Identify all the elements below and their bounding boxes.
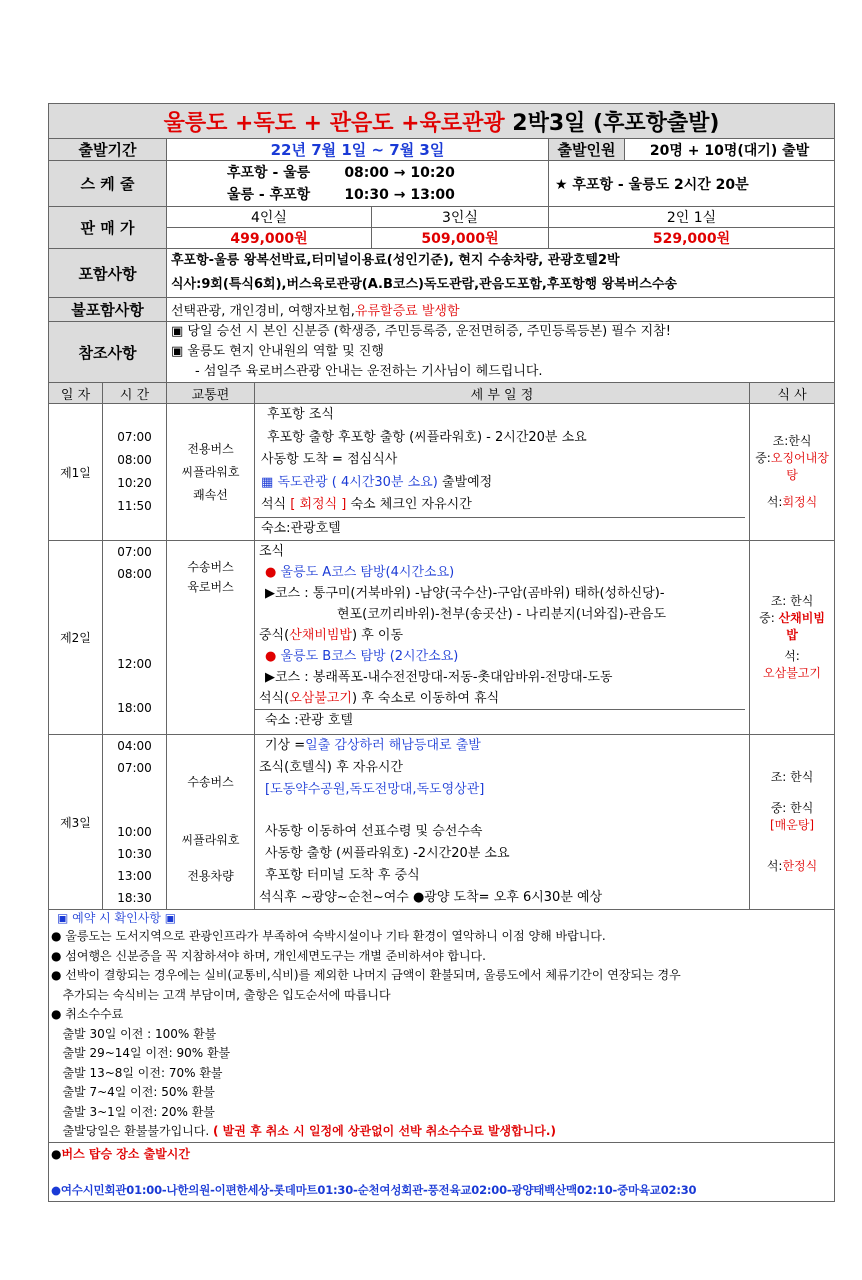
reference-label: 참조사항 xyxy=(49,322,167,383)
room-quad-label: 4인실 xyxy=(167,207,372,228)
lunch-prefix: 중: xyxy=(755,451,771,465)
booking-notes xyxy=(49,910,835,1143)
day3-details xyxy=(255,735,750,910)
day2-transport xyxy=(167,541,255,735)
day3-transport-2: 씨플라워호 xyxy=(181,833,240,847)
route-outbound: 후포항 - 울릉 xyxy=(227,164,311,181)
lunch-tail: ) 후 이동 xyxy=(352,628,404,643)
day1-line-5 xyxy=(261,494,745,517)
voyage-duration-note: ★ 후포항 - 울릉도 2시간 20분 xyxy=(549,161,835,207)
wakeup-text: 기상 = xyxy=(265,738,306,753)
day1-time-4: 11:50 xyxy=(117,499,152,513)
day2-lodging: 숙소 :관광 호텔 xyxy=(255,709,745,731)
included-label: 포함사항 xyxy=(49,249,167,298)
dokdo-departure-text: 출발예정 xyxy=(441,474,493,490)
day1-times xyxy=(103,404,167,541)
ferry-schedule xyxy=(167,161,549,207)
room-quad-price: 499,000원 xyxy=(167,228,372,249)
note-item: 추가되는 숙식비는 고객 부담이며, 출항은 입도순서에 따릅니다 xyxy=(51,987,391,1002)
day2-line-6 xyxy=(259,646,745,667)
bus-title: 버스 탑승 장소 출발시간 xyxy=(61,1146,190,1161)
day2-dinner-meal: 오삼불고기 xyxy=(763,666,821,680)
day1-line-4 xyxy=(261,472,745,495)
day2-details xyxy=(255,541,750,735)
day3-line-3: [도동약수공원,독도전망대,독도영상관] xyxy=(265,782,485,797)
page-title xyxy=(49,104,835,139)
day2-dinner-menu: 오삼불고기 xyxy=(289,691,352,706)
dinner-label: 석식 xyxy=(261,497,287,512)
note-item: ● 선박이 결항되는 경우에는 실비(교통비,식비)를 제외한 나머지 금액이 환불되며, 울릉도에서 체류기간이 연장되는 경우 xyxy=(51,968,681,982)
day3-time-2: 07:00 xyxy=(117,761,152,775)
day3-line-7: 석식후 ~광양~순천~여수 ●광양 도착= 오후 6시30분 예상 xyxy=(259,890,603,905)
bus-route: ●여수시민회관01:00-나한의원-이편한세상-롯데마트01:30-순천여성회관-풍전육교02:00-광양태백산맥02:10-중마육교02:30 xyxy=(51,1182,697,1197)
day3-time-5: 13:00 xyxy=(117,869,152,883)
day3-times xyxy=(103,735,167,910)
day3-lunch: 중: 한식 xyxy=(770,801,814,815)
day2-meals xyxy=(750,541,835,735)
day1-transport-3: 쾌속선 xyxy=(193,487,228,502)
day1-transport xyxy=(167,404,255,541)
day3-meals xyxy=(750,735,835,910)
room-triple-label: 3인실 xyxy=(372,207,549,228)
day2-transport-1: 수송버스 xyxy=(187,560,234,574)
day1-line-2: 후포항 출항 후포항 출항 (씨플라워호) - 2시간20분 소요 xyxy=(267,429,587,445)
bullet-icon: ● xyxy=(51,1146,62,1161)
day2-times xyxy=(103,541,167,735)
included-line-1: 후포항-울릉 왕복선박료,터미널이용료(성인기준), 현지 수송차량, 관광호텔2박 xyxy=(171,253,620,268)
note-item: 출발 30일 이전 : 100% 환불 xyxy=(51,1026,217,1041)
room-double-label: 2인 1실 xyxy=(549,207,835,228)
day2-dinner-head: 석: xyxy=(784,649,800,663)
red-dot-icon: ● xyxy=(265,649,277,664)
dinner-prefix: 석: xyxy=(766,859,783,873)
day2-line-3: ▶코스 : 통구미(거북바위) -남양(국수산)-구암(곰바위) 태하(성하신당)- xyxy=(265,586,665,601)
note-item: 출발 3~1일 이전: 20% 환불 xyxy=(51,1104,215,1119)
excluded-text: 선택관광, 개인경비, 여행자보험, xyxy=(171,304,355,319)
day2-line-2 xyxy=(259,562,745,583)
course-b-title: 울릉도 B코스 탐방 (2시간소요) xyxy=(280,649,459,664)
day2-transport-2: 육로버스 xyxy=(187,580,234,594)
day3-time-3: 10:00 xyxy=(117,825,152,839)
departure-label: 출발기간 xyxy=(49,139,167,161)
day3-line-5: 사동항 출항 (씨플라워호) -2시간20분 소요 xyxy=(265,846,510,861)
dinner-head: 석식( xyxy=(259,691,290,706)
day2-line-8 xyxy=(259,688,745,709)
lunch-head: 중식( xyxy=(259,628,290,643)
reference-line-2: ▣ 울릉도 현지 안내원의 역할 및 진행 xyxy=(171,344,384,359)
day1-lunch-menu: 오징어내장탕 xyxy=(770,451,829,482)
day2-time-3: 12:00 xyxy=(117,657,152,671)
no-refund-text: 출발당일은 환불불가입니다. xyxy=(51,1124,210,1138)
note-item: 출발 13~8일 이전: 70% 환불 xyxy=(51,1065,223,1080)
price-label: 판 매 가 xyxy=(49,207,167,249)
itinerary-document xyxy=(48,103,834,1202)
course-a-title: 울릉도 A코스 탐방(4시간소요) xyxy=(280,565,455,580)
day3-breakfast: 조: 한식 xyxy=(770,770,814,784)
day1-dinner-meal: 회정식 xyxy=(782,495,818,509)
day1-lodging: 숙소:관광호텔 xyxy=(255,517,745,541)
day3-dinner-meal: 한정식 xyxy=(782,859,818,873)
day2-line-4: 현포(코끼리바위)-천부(송곳산) - 나리분지(너와집)-관음도 xyxy=(337,607,667,622)
schedule-label: 스 케 줄 xyxy=(49,161,167,207)
day1-dinner-menu: [ 회정식 ] xyxy=(290,497,347,512)
note-item: ● 섬여행은 신분증을 꼭 지참하셔야 하며, 개인세면도구는 개별 준비하셔야 합니다. xyxy=(51,948,486,963)
bus-info xyxy=(49,1142,835,1201)
day3-transport-1: 수송버스 xyxy=(187,775,234,789)
day1-meals xyxy=(750,404,835,541)
day2-line-5 xyxy=(259,625,745,646)
day2-time-2: 08:00 xyxy=(117,567,152,581)
included-items xyxy=(167,249,835,298)
day1-transport-2: 씨플라워호 xyxy=(181,464,240,479)
bus-title-line xyxy=(51,1143,832,1165)
day3-line-1 xyxy=(259,735,745,757)
col-meal-header: 식 사 xyxy=(750,383,835,404)
day3-dinner xyxy=(754,858,830,875)
day2-lunch-meal: 산채비빔밥 xyxy=(778,611,825,642)
route-return: 울릉 - 후포항 xyxy=(227,186,311,203)
ferry-fee-warning: ( 발권 후 취소 시 일정에 상관없이 선박 취소수수료 발생합니다.) xyxy=(213,1124,556,1138)
title-destinations: 울릉도 +독도 + 관음도 +육로관광 xyxy=(163,110,505,136)
dinner-tail: ) 후 숙소로 이동하여 휴식 xyxy=(352,691,500,706)
dokdo-tour-text: 독도관광 ( 4시간30분 소요) xyxy=(277,474,438,490)
day3-time-4: 10:30 xyxy=(117,847,152,861)
title-duration: 2박3일 (후포항출발) xyxy=(512,110,720,136)
day1-label: 제1일 xyxy=(49,404,103,541)
notes-header: ▣ 예약 시 확인사항 ▣ xyxy=(57,911,177,925)
day3-time-6: 18:30 xyxy=(117,891,152,905)
departure-period: 22년 7월 1일 ~ 7월 3일 xyxy=(167,139,549,161)
col-time-header: 시 간 xyxy=(103,383,167,404)
room-double-price: 529,000원 xyxy=(549,228,835,249)
checkin-text: 숙소 체크인 자유시간 xyxy=(350,497,472,512)
day1-time-3: 10:20 xyxy=(117,476,152,490)
note-item-last xyxy=(51,1122,832,1142)
people-count: 20명 + 10명(대기) 출발 xyxy=(625,139,835,161)
day2-breakfast: 조: 한식 xyxy=(770,594,814,608)
reference-line-3: - 섬일주 육로버스관광 안내는 운전하는 기사님이 헤드립니다. xyxy=(195,364,543,379)
excluded-label: 불포함사항 xyxy=(49,298,167,322)
day2-lunch-menu: 산채비빔밥 xyxy=(289,628,352,643)
day2-lunch xyxy=(754,610,830,644)
sunrise-text: 일출 감상하러 해남등대로 출발 xyxy=(305,738,481,753)
note-item: ● 울릉도는 도서지역으로 관광인프라가 부족하여 숙박시설이나 기타 환경이 열악하니 이점 양해 바랍니다. xyxy=(51,929,606,943)
day2-line-7: ▶코스 : 봉래폭포-내수전전망대-저동-촛대암바위-전망대-도동 xyxy=(265,670,613,685)
day3-transport-3: 전용차량 xyxy=(187,869,234,883)
col-detail-header: 세 부 일 정 xyxy=(255,383,750,404)
day1-line-3: 사동항 도착 = 점심식사 xyxy=(261,452,398,467)
room-triple-price: 509,000원 xyxy=(372,228,549,249)
itinerary-table xyxy=(48,103,835,1202)
time-outbound: 08:00 → 10:20 xyxy=(344,164,455,181)
day3-lunch-menu: [매운탕] xyxy=(769,818,815,832)
day1-time-1: 07:00 xyxy=(117,430,152,444)
day2-time-1: 07:00 xyxy=(117,545,152,559)
day1-breakfast: 조:한식 xyxy=(772,434,812,448)
day1-lunch xyxy=(754,450,830,484)
day3-line-6: 후포항 터미널 도착 후 중식 xyxy=(265,868,420,883)
day2-line-1: 조식 xyxy=(259,544,285,559)
day3-line-2: 조식(호텔식) 후 자유시간 xyxy=(259,760,403,775)
note-item: ● 취소수수료 xyxy=(51,1007,124,1021)
reference-line-1: ▣ 당일 승선 시 본인 신분증 (학생증, 주민등록증, 운전면허증, 주민등록등본) 필수 지참! xyxy=(171,324,671,339)
day1-time-2: 08:00 xyxy=(117,453,152,467)
note-item: 출발 29~14일 이전: 90% 환불 xyxy=(51,1046,231,1060)
excluded-items xyxy=(167,298,835,322)
note-item: 출발 7~4일 이전: 50% 환불 xyxy=(51,1085,215,1099)
people-label: 출발인원 xyxy=(549,139,625,161)
day1-transport-1: 전용버스 xyxy=(187,441,234,456)
day3-line-4: 사동항 이동하여 선표수령 및 승선수속 xyxy=(265,824,483,839)
lunch-prefix: 중: xyxy=(759,611,779,625)
grid-icon: ▦ xyxy=(261,474,274,490)
day3-transport xyxy=(167,735,255,910)
dinner-prefix: 석: xyxy=(766,495,783,509)
day2-time-4: 18:00 xyxy=(117,701,152,715)
included-line-2: 식사:9회(특식6회),버스육로관광(A.B코스)독도관람,관음도포함,후포항행 왕복버스수송 xyxy=(171,277,677,292)
col-day-header: 일 자 xyxy=(49,383,103,404)
fuel-surcharge-text: 유류할증료 발생함 xyxy=(354,304,460,319)
red-dot-icon: ● xyxy=(265,565,277,580)
reference-items xyxy=(167,322,835,383)
day1-dinner xyxy=(754,494,830,511)
time-return: 10:30 → 13:00 xyxy=(344,186,455,203)
day2-label: 제2일 xyxy=(49,541,103,735)
day3-label: 제3일 xyxy=(49,735,103,910)
day3-time-1: 04:00 xyxy=(117,739,152,753)
col-transport-header: 교통편 xyxy=(167,383,255,404)
day1-details xyxy=(255,404,750,541)
day1-line-1: 후포항 조식 xyxy=(267,407,334,422)
